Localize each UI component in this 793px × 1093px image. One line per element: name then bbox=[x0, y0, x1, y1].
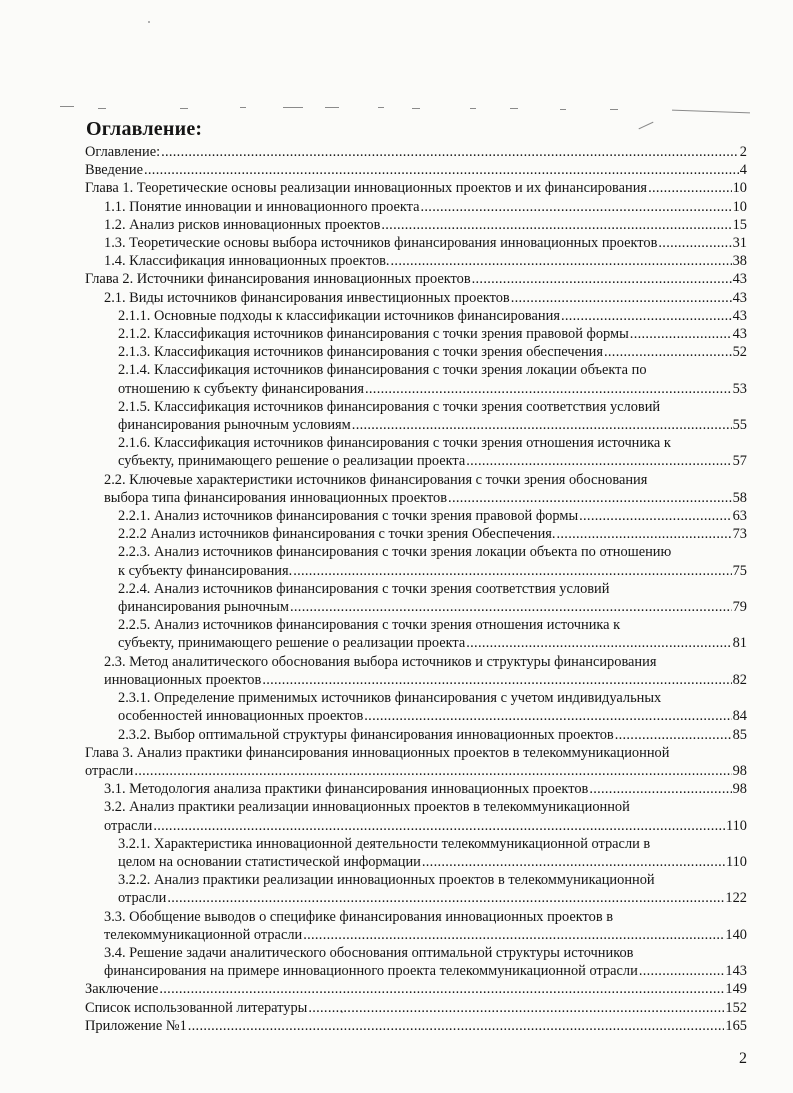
page-number: 2 bbox=[739, 1050, 747, 1067]
toc-entry-page: 149 bbox=[725, 981, 747, 998]
toc-entry[interactable] bbox=[85, 744, 747, 780]
toc-entry[interactable] bbox=[85, 179, 747, 197]
toc-entry-page: 143 bbox=[725, 963, 747, 980]
scan-artifact bbox=[560, 109, 566, 110]
toc-entry[interactable] bbox=[85, 689, 747, 725]
toc-entry-page: 73 bbox=[732, 526, 747, 543]
toc-entry[interactable] bbox=[85, 434, 747, 470]
toc-entry-title: субъекту, принимающего решение о реализации проекта bbox=[118, 635, 466, 652]
toc-entry[interactable] bbox=[85, 143, 747, 161]
scan-artifact bbox=[672, 110, 750, 114]
toc-entry-title: Введение bbox=[85, 162, 144, 179]
toc-entry-title: Список использованной литературы bbox=[85, 999, 308, 1016]
toc-entry[interactable] bbox=[85, 616, 747, 652]
toc-entry-page: 53 bbox=[732, 380, 747, 397]
scan-artifact bbox=[470, 108, 476, 109]
toc-entry[interactable] bbox=[85, 307, 747, 325]
toc-entry[interactable] bbox=[85, 270, 747, 288]
toc-entry[interactable] bbox=[85, 944, 747, 980]
toc-entry-page: 165 bbox=[725, 1017, 747, 1034]
scan-artifact bbox=[639, 122, 654, 130]
toc-entry-page: 31 bbox=[732, 235, 747, 252]
toc-entry-title: 1.2. Анализ рисков инновационных проектов bbox=[104, 216, 381, 233]
toc-entry-title: Приложение №1 bbox=[85, 1017, 187, 1034]
toc-entry-title-line1: 2.1.5. Классификация источников финансирования с точки зрения соответствия условий bbox=[118, 398, 661, 415]
toc-entry[interactable] bbox=[85, 580, 747, 616]
scan-artifact bbox=[283, 107, 303, 108]
toc-entry-page: 4 bbox=[739, 162, 747, 179]
toc-entry-page: 43 bbox=[732, 271, 747, 288]
toc-entry-title-line1: 3.2. Анализ практики реализации инновационных проектов в телекоммуникационной bbox=[104, 799, 630, 816]
toc-entry[interactable] bbox=[85, 653, 747, 689]
toc-entry-title: 2.2.1. Анализ источников финансирования с точки зрения правовой формы bbox=[118, 508, 579, 525]
toc-entry-page: 75 bbox=[732, 562, 747, 579]
toc-entry-title: Глава 1. Теоретические основы реализации инновационных проектов и их финансирования bbox=[85, 180, 648, 197]
toc-entry[interactable] bbox=[85, 289, 747, 307]
toc-entry-title: финансирования рыночным условиям bbox=[118, 417, 351, 434]
toc-entry-page: 110 bbox=[725, 817, 747, 834]
toc-entry-page: 152 bbox=[725, 999, 747, 1016]
toc-entry-title: особенностей инновационных проектов bbox=[118, 708, 364, 725]
toc-entry-title: телекоммуникационной отрасли bbox=[104, 926, 303, 943]
toc-entry[interactable] bbox=[85, 325, 747, 343]
toc-entry-title: финансирования рыночным bbox=[118, 599, 290, 616]
toc-entry-page: 43 bbox=[732, 326, 747, 343]
toc-entry-title: 2.1.1. Основные подходы к классификации источников финансирования bbox=[118, 307, 560, 324]
scan-artifact bbox=[148, 21, 150, 23]
toc-entry-title: финансирования на примере инновационного проекта телекоммуникационной отрасли bbox=[104, 963, 638, 980]
toc-entry-page: 10 bbox=[732, 198, 747, 215]
toc-entry[interactable] bbox=[85, 507, 747, 525]
scan-artifact bbox=[325, 107, 339, 108]
toc-entry-page: 122 bbox=[725, 890, 747, 907]
toc-heading: Оглавление: bbox=[86, 118, 203, 140]
toc-entry[interactable] bbox=[85, 361, 747, 397]
toc-entry[interactable] bbox=[85, 726, 747, 744]
toc-entry[interactable] bbox=[85, 252, 747, 270]
toc-entry[interactable] bbox=[85, 161, 747, 179]
toc-entry[interactable] bbox=[85, 343, 747, 361]
scan-artifact bbox=[98, 108, 106, 109]
toc-entry-title: целом на основании статистической информации bbox=[118, 853, 421, 870]
toc-entry-page: 43 bbox=[732, 307, 747, 324]
toc-entry[interactable] bbox=[85, 999, 747, 1017]
toc-entry-title: Глава 2. Источники финансирования инновационных проектов bbox=[85, 271, 471, 288]
toc-entry-page: 43 bbox=[732, 289, 747, 306]
toc-entry-title: 2.2.2 Анализ источников финансирования с точки зрения Обеспечения. bbox=[118, 526, 556, 543]
toc-entry-title: 1.4. Классификация инновационных проектов. bbox=[104, 253, 390, 270]
toc-entry-title: выбора типа финансирования инновационных проектов bbox=[104, 489, 448, 506]
toc-entry-title-line1: 2.1.6. Классификация источников финансирования с точки зрения отношения источника к bbox=[118, 435, 671, 452]
toc-entry[interactable] bbox=[85, 780, 747, 798]
scan-artifact bbox=[412, 108, 420, 109]
toc-entry[interactable] bbox=[85, 398, 747, 434]
toc-entry[interactable] bbox=[85, 835, 747, 871]
scan-artifact bbox=[610, 109, 618, 110]
toc-entry-title-line1: Глава 3. Анализ практики финансирования инновационных проектов в телекоммуникационной bbox=[85, 744, 670, 761]
toc-entry-title: инновационных проектов bbox=[104, 671, 262, 688]
toc-entry-title-line1: 3.2.1. Характеристика инновационной деятельности телекоммуникационной отрасли в bbox=[118, 835, 651, 852]
toc-entry-page: 85 bbox=[732, 726, 747, 743]
toc-entry-page: 38 bbox=[732, 253, 747, 270]
scan-artifact bbox=[378, 107, 384, 108]
toc-entry-page: 140 bbox=[725, 926, 747, 943]
toc-entry-title: к субъекту финансирования. bbox=[118, 562, 293, 579]
toc-entry-page: 79 bbox=[732, 599, 747, 616]
toc-entry[interactable] bbox=[85, 1017, 747, 1035]
toc-entry-title-line1: 2.2.3. Анализ источников финансирования с точки зрения локации объекта по отношению bbox=[118, 544, 672, 561]
toc-entry-page: 63 bbox=[732, 508, 747, 525]
toc-entry[interactable] bbox=[85, 198, 747, 216]
toc-entry[interactable] bbox=[85, 216, 747, 234]
toc-entry-title-line1: 2.2.5. Анализ источников финансирования с точки зрения отношения источника к bbox=[118, 617, 621, 634]
toc-entry-title: отрасли bbox=[104, 817, 153, 834]
toc-entry-page: 10 bbox=[732, 180, 747, 197]
toc-entry[interactable] bbox=[85, 543, 747, 579]
toc-entry-page: 2 bbox=[739, 144, 747, 160]
toc-entry-title-line1: 2.3.1. Определение применимых источников финансирования с учетом индивидуальных bbox=[118, 690, 662, 707]
toc-entry-page: 84 bbox=[732, 708, 747, 725]
toc-entry[interactable] bbox=[85, 980, 747, 998]
toc-entry-title: 2.1.3. Классификация источников финансирования с точки зрения обеспечения bbox=[118, 344, 603, 361]
scan-artifact bbox=[180, 108, 188, 109]
toc-entry-title: Заключение bbox=[85, 981, 159, 998]
toc-entry-page: 55 bbox=[732, 417, 747, 434]
toc-entry-title: 2.3.2. Выбор оптимальной структуры финансирования инновационных проектов bbox=[118, 726, 614, 743]
toc-entry-page: 98 bbox=[732, 762, 747, 779]
toc-entry-title-line1: 3.2.2. Анализ практики реализации инновационных проектов в телекоммуникационной bbox=[118, 872, 655, 889]
toc-entry-title: 2.1. Виды источников финансирования инвестиционных проектов bbox=[104, 289, 510, 306]
toc-entry-page: 52 bbox=[732, 344, 747, 361]
toc-entry-title: отрасли bbox=[85, 762, 134, 779]
toc-entry-page: 57 bbox=[732, 453, 747, 470]
toc-entry-page: 82 bbox=[732, 671, 747, 688]
toc-entry-title-line1: 2.2.4. Анализ источников финансирования с точки зрения соответствия условий bbox=[118, 580, 610, 597]
scan-artifact bbox=[60, 106, 74, 107]
toc-entry-title-line1: 2.3. Метод аналитического обоснования выбора источников и структуры финансирования bbox=[104, 653, 657, 670]
toc-entry-title: отрасли bbox=[118, 890, 167, 907]
toc-entry-page: 110 bbox=[725, 853, 747, 870]
toc-entry-title: 2.1.2. Классификация источников финансирования с точки зрения правовой формы bbox=[118, 326, 629, 343]
scan-artifact bbox=[510, 108, 518, 109]
toc-entry[interactable] bbox=[85, 871, 747, 907]
toc-entry-title: отношению к субъекту финансирования bbox=[118, 380, 364, 397]
toc-entry[interactable] bbox=[85, 798, 747, 834]
toc-entry-title: субъекту, принимающего решение о реализации проекта bbox=[118, 453, 466, 470]
toc-entry[interactable] bbox=[85, 908, 747, 944]
toc-entry-title: Оглавление: bbox=[85, 144, 161, 160]
toc-entry-title: 3.1. Методология анализа практики финансирования инновационных проектов bbox=[104, 781, 589, 798]
toc-entry[interactable] bbox=[85, 525, 747, 543]
toc-entry-title: 1.3. Теоретические основы выбора источников финансирования инновационных проектов bbox=[104, 235, 658, 252]
toc-entry-title-line1: 2.2. Ключевые характеристики источников финансирования с точки зрения обоснования bbox=[104, 471, 648, 488]
scan-artifact bbox=[240, 107, 246, 108]
toc-entry-title-line1: 3.3. Обобщение выводов о специфике финансирования инновационных проектов в bbox=[104, 908, 614, 925]
toc-entry-page: 81 bbox=[732, 635, 747, 652]
toc-entry-title: 1.1. Понятие инновации и инновационного проекта bbox=[104, 198, 420, 215]
table-of-contents bbox=[85, 143, 747, 1035]
toc-entry-page: 15 bbox=[732, 216, 747, 233]
toc-entry-title-line1: 2.1.4. Классификация источников финансирования с точки зрения локации объекта по bbox=[118, 362, 647, 379]
toc-entry[interactable] bbox=[85, 471, 747, 507]
toc-entry-page: 58 bbox=[732, 489, 747, 506]
toc-entry-page: 98 bbox=[732, 781, 747, 798]
toc-entry[interactable] bbox=[85, 234, 747, 252]
toc-entry-title-line1: 3.4. Решение задачи аналитического обоснования оптимальной структуры источников bbox=[104, 944, 634, 961]
